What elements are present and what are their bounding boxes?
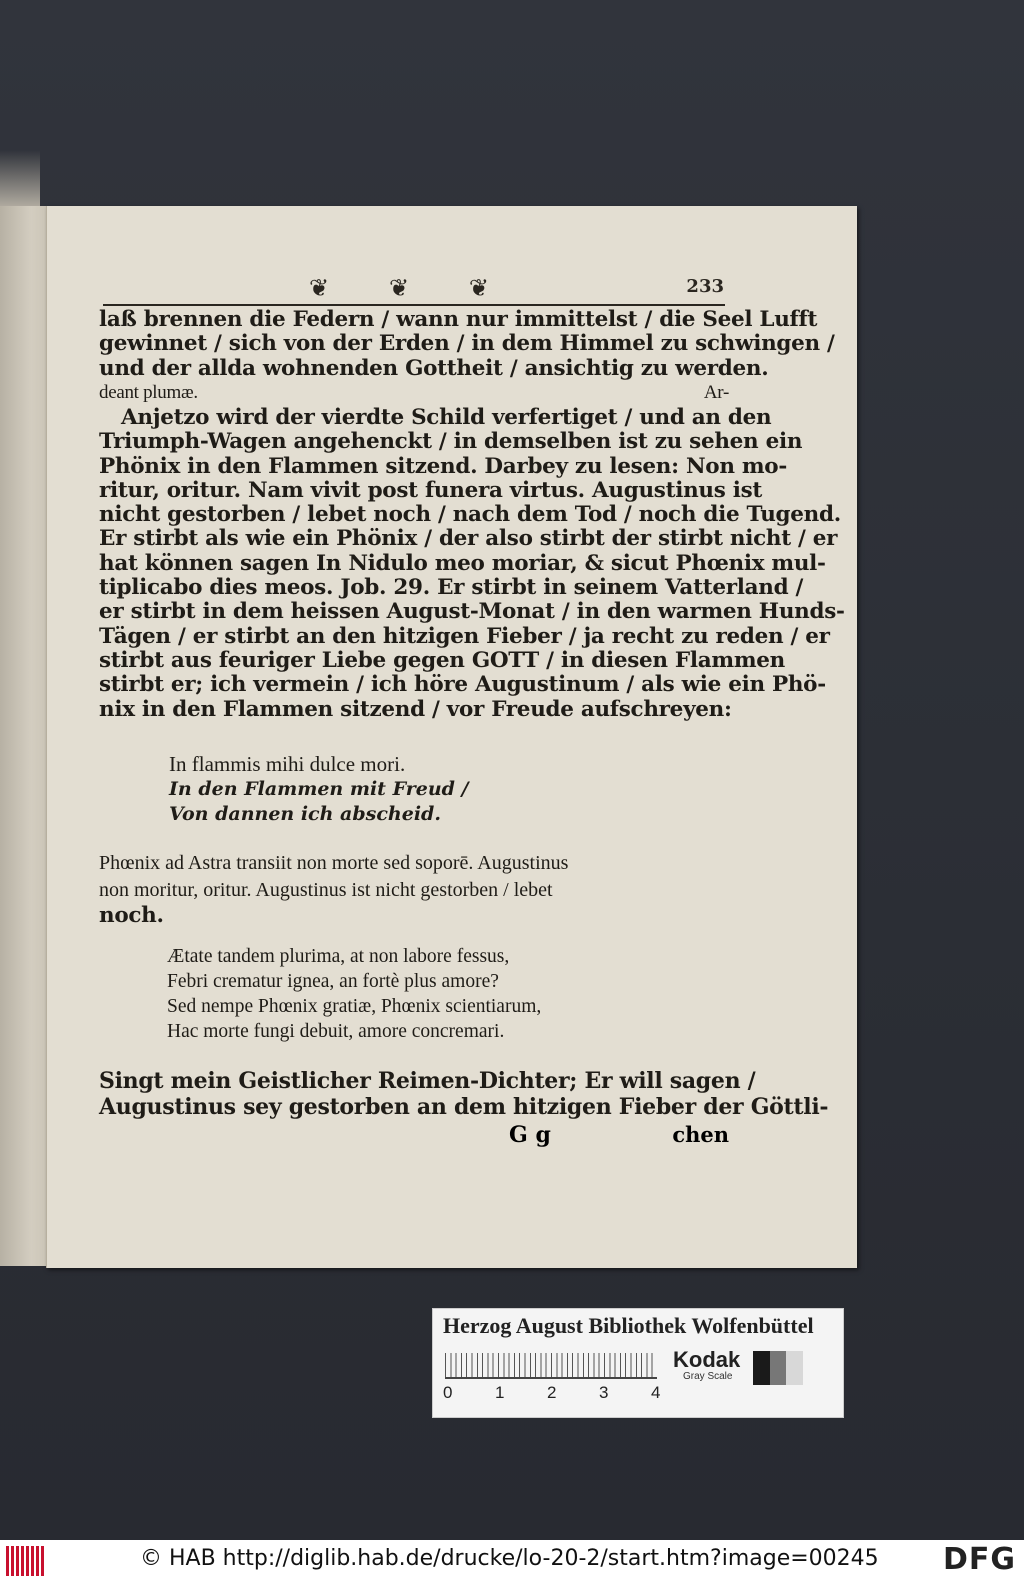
header-ornaments <box>309 274 489 302</box>
catchword: chen <box>672 1122 729 1147</box>
ornament-icon: ❦ <box>388 274 410 302</box>
text-line: Anjetzo wird der vierdte Schild verfertiget / und an den <box>121 405 772 430</box>
text-line: Phœnix ad Astra transiit non morte sed soporē. Augustinus <box>99 852 569 874</box>
paragraph-1 <box>99 307 835 405</box>
text-line: deant plumæ. <box>99 381 198 403</box>
text-line: non moritur, oritur. Augustinus ist nicht gestorben / lebet <box>99 879 553 901</box>
text-line: Er stirbt als wie ein Phönix / der also stirbt der stirbt nicht / er <box>99 526 838 552</box>
latin-segment: Ar- <box>703 381 729 403</box>
verse-line: In den Flammen mit Freud / <box>169 778 469 800</box>
grayscale-label: Gray Scale <box>683 1371 733 1382</box>
ruler-number: 3 <box>599 1383 609 1402</box>
ruler-number: 4 <box>651 1383 661 1402</box>
ornament-icon: ❦ <box>468 274 489 302</box>
text-line: noch. <box>99 903 164 928</box>
signature-mark: G g <box>509 1122 551 1148</box>
verse-line: Von dannen ich abscheid. <box>169 803 441 825</box>
ruler <box>445 1353 657 1379</box>
verse-1 <box>169 752 799 827</box>
text-line: Tägen / er stirbt an den hitzigen Fieber / ja recht zu reden / er <box>99 623 830 649</box>
verse-line: Ætate tandem plurima, at non labore fessus, <box>167 946 510 967</box>
credit-link[interactable]: © HAB http://diglib.hab.de/drucke/lo-20-2/start.htm?image=00245 <box>140 1546 879 1571</box>
ruler-numbers <box>439 1383 669 1405</box>
verse-line: Sed nempe Phœnix gratiæ, Phœnix scientiarum, <box>167 996 542 1017</box>
text-line: tiplicabo dies meos. Job. 29. Er stirbt in seinem Vatterland / <box>99 575 804 601</box>
header-rule <box>103 304 725 306</box>
book-page <box>46 206 857 1268</box>
swatch-mid <box>770 1351 787 1385</box>
text-line: stirbt er; ich vermein / ich höre Augustinum / als wie ein Phö- <box>99 672 826 698</box>
previous-page-edge <box>0 206 52 1266</box>
ruler-number: 0 <box>443 1383 453 1402</box>
page-footer <box>99 1122 729 1150</box>
text-segment: und der allda wohnenden Gottheit / ansichtig zu werden. <box>99 355 769 381</box>
verse-line: Febri crematur ignea, an fortè plus amore? <box>167 971 499 992</box>
text-line: Augustinus sey gestorben an dem hitzigen Fieber der Göttli- <box>99 1094 829 1120</box>
barcode-icon <box>6 1546 46 1576</box>
text-line: er stirbt in dem heissen August-Monat / in den warmen Hunds- <box>99 599 845 625</box>
text-line: hat können sagen In Nidulo meo moriar, & sicut Phœnix mul- <box>99 550 826 576</box>
swatch-light <box>786 1351 803 1385</box>
ornament-icon: ❦ <box>309 274 330 302</box>
page-header <box>109 274 724 302</box>
paragraph-2 <box>99 405 845 722</box>
card-title: Herzog August Bibliothek Wolfenbüttel <box>443 1313 814 1338</box>
verse-line: In flammis mihi dulce mori. <box>169 752 406 776</box>
text-line: gewinnet / sich von der Erden / in dem Himmel zu schwingen / <box>99 331 835 357</box>
kodak-logo: Kodak <box>673 1347 741 1372</box>
calibration-card <box>432 1308 844 1418</box>
swatch-dark <box>753 1351 770 1385</box>
paragraph-4 <box>99 1068 829 1120</box>
text-line: Triumph-Wagen angehenckt / in demselben ist zu sehen ein <box>99 429 803 455</box>
text-line: stirbt aus feuriger Liebe gegen GOTT / in diesen Flammen <box>99 647 785 673</box>
previous-page-edge-top <box>0 150 40 210</box>
ruler-number: 1 <box>495 1383 505 1402</box>
ruler-number: 2 <box>547 1383 557 1402</box>
text-line: nicht gestorben / lebet noch / nach dem Tod / noch die Tugend. <box>99 502 841 528</box>
verse-2 <box>167 944 797 1044</box>
text-line: laß brennen die Federn / wann nur immittelst / die Seel Lufft <box>99 307 818 332</box>
gray-swatches <box>753 1351 803 1385</box>
text-line: ritur, oritur. Nam vivit post funera virtus. Augustinus ist <box>99 477 763 503</box>
bottom-bar <box>0 1540 1024 1582</box>
verse-line: Hac morte fungi debuit, amore concremari. <box>167 1021 505 1042</box>
paragraph-3 <box>99 850 729 928</box>
text-line: Singt mein Geistlicher Reimen-Dichter; Er will sagen / <box>99 1068 756 1094</box>
text-line: Phönix in den Flammen sitzend. Darbey zu lesen: Non mo- <box>99 453 787 479</box>
page-number: 233 <box>686 276 724 297</box>
dfg-logo: DFG <box>942 1542 1016 1577</box>
text-line: nix in den Flammen sitzend / vor Freude aufschreyen: <box>99 696 732 722</box>
